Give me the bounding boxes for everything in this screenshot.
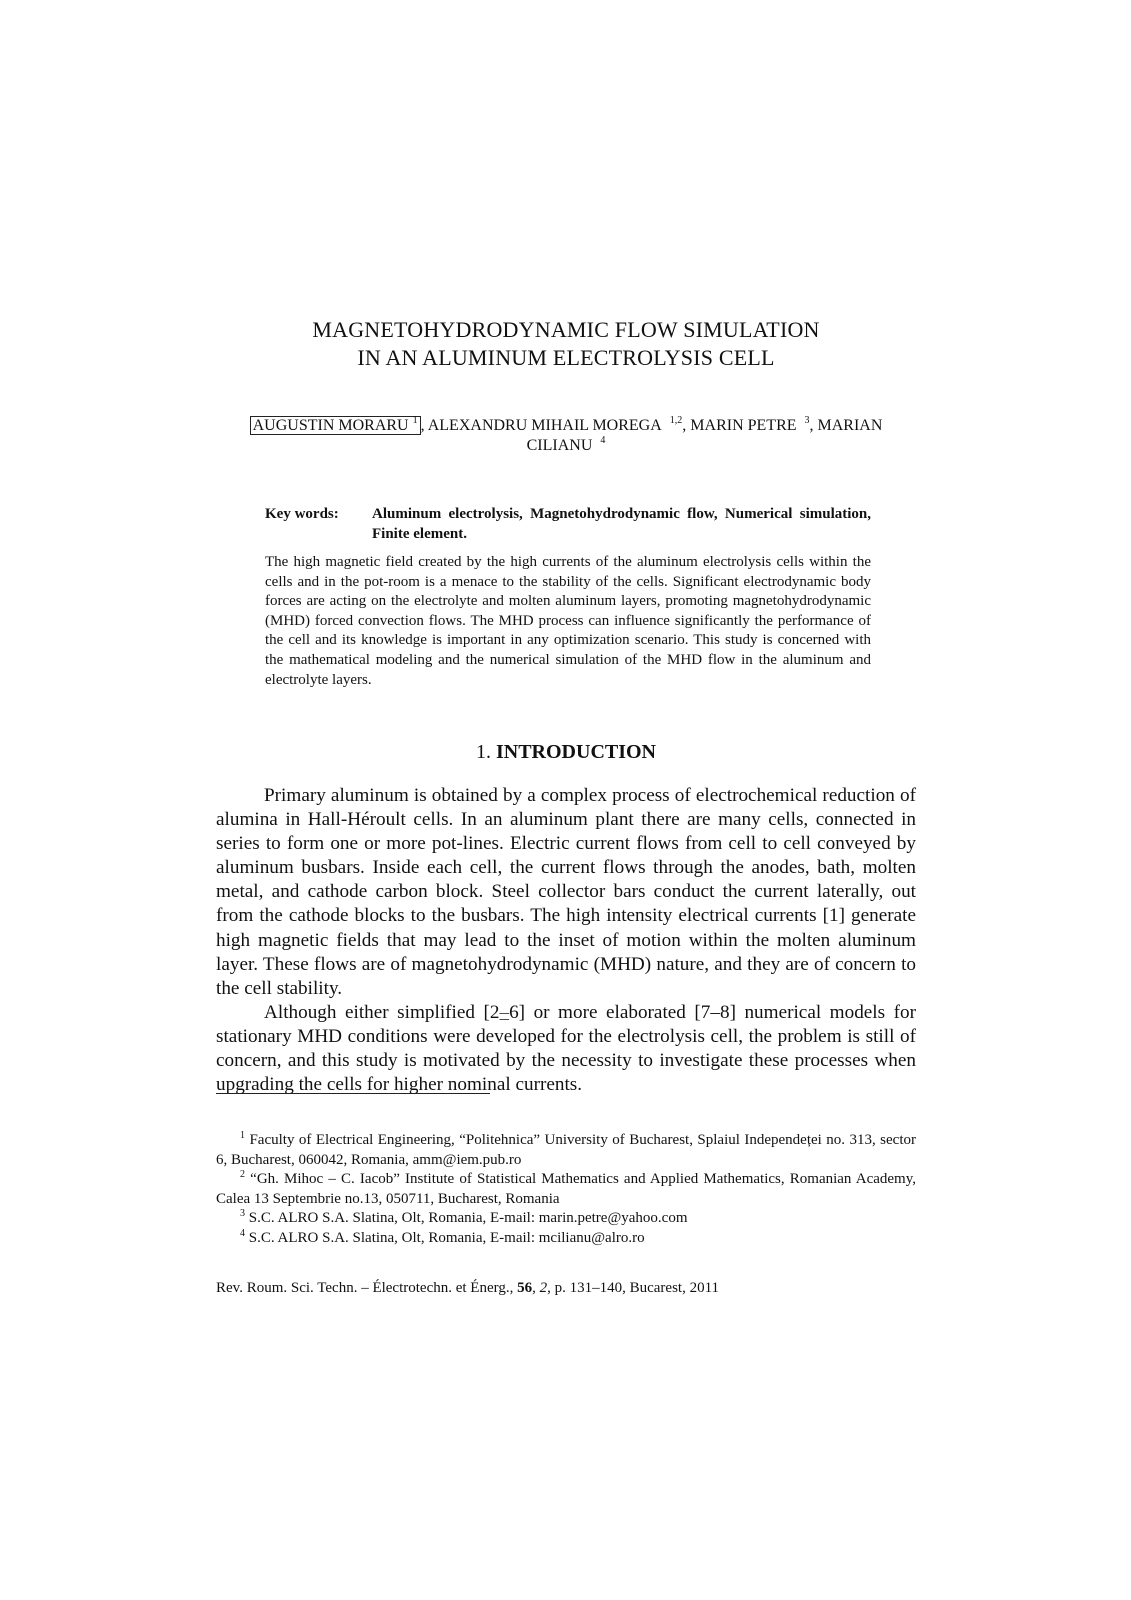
footnote-text: “Gh. Mihoc – C. Iacob” Institute of Statistical Mathematics and Applied Mathematics, Romanian Academy, Calea 13 Septembrie no.13, 050711, Bucharest, Romania (216, 1171, 917, 1207)
author-2-affil-mark: 1,2 (669, 415, 683, 426)
author-4-affil-mark: 4 (600, 435, 606, 446)
author-1-affil-mark: 1 (412, 415, 418, 426)
footnote-text: S.C. ALRO S.A. Slatina, Olt, Romania, E-mail: mcilianu@alro.ro (248, 1229, 645, 1246)
author-list (216, 416, 916, 456)
footnote-mark: 2 (240, 1169, 245, 1181)
section-title: INTRODUCTION (495, 741, 657, 763)
keywords-text: Aluminum electrolysis, Magnetohydrodynamic flow, Numerical simulation, Finite element. (372, 506, 871, 542)
footnote-mark: 1 (240, 1130, 245, 1141)
keywords-label: Key words: (265, 506, 339, 522)
paragraph-2-text-b: 6] or more elaborated [7–8] numerical models for stationary MHD conditions were developed for the electrolysis cell, the problem is still of concern, and this study is motivated by the necessity to investigate these processes when upgrading the cells for higher nominal currents. (216, 1001, 916, 1096)
body-paragraph-1: Primary aluminum is obtained by a complex process of electrochemical reduction of alumina in Hall-Héroult cells. In an aluminum plant there are many cells, connected in series to form one or more pot-lines. Electric current flows from cell to cell conveyed by aluminum busbars. Inside each cell, the current flows through the anodes, bath, molten metal, and cathode carbon block. Steel collector bars conduct the current laterally, out from the cathode blocks to the busbars. The high intensity electrical currents [1] generate high magnetic fields that may lead to the inset of motion within the molten aluminum layer. These flows are of magnetohydrodynamic (MHD) nature, and they are of concern to the cell stability. (216, 785, 916, 999)
journal-sep: , (532, 1280, 540, 1296)
abstract: The high magnetic field created by the high currents of the aluminum electrolysis cells within the cells and in the pot-room is a menace to the stability of the cells. Significant electrodynamic body forces are acting on the electrolyte and molten aluminum layers, promoting magnetohydrodynamic (MHD) forced convection flows. The MHD process can influence significantly the performance of the cell and its knowledge is important in any optimization scenario. This study is concerned with the mathematical modeling and the numerical simulation of the MHD flow in the aluminum and electrolyte layers. (265, 554, 871, 688)
journal-pages-year: , p. 131–140, Bucarest, 2011 (547, 1280, 720, 1296)
journal-name: Rev. Roum. Sci. Techn. – Électrotechn. et Énerg., (216, 1280, 518, 1296)
author-1-name: AUGUSTIN MORARU (252, 417, 409, 434)
footnote-mark: 4 (240, 1227, 245, 1239)
footnote-text: Faculty of Electrical Engineering, “Politehnica” University of Bucharest, Splaiul Independeței no. 313, sector 6, Bucharest, 060042, Romania, amm@iem.pub.ro (216, 1132, 916, 1168)
journal-issue: 2 (539, 1280, 548, 1296)
author-2-name: , ALEXANDRU MIHAIL MOREGA (420, 417, 662, 434)
section-number: 1. (475, 741, 491, 763)
journal-citation (216, 1278, 916, 1298)
footnote (216, 1229, 916, 1249)
keywords-block (265, 504, 871, 544)
paper-title (216, 316, 916, 372)
author-4-name: , MARIAN CILIANU (526, 417, 883, 454)
footnotes (216, 1131, 916, 1249)
section-heading (216, 740, 916, 764)
body-paragraph-2 (216, 1001, 916, 1097)
citation-range-link[interactable]: – (499, 1001, 510, 1023)
footnote-text: S.C. ALRO S.A. Slatina, Olt, Romania, E-mail: marin.petre@yahoo.com (248, 1210, 688, 1227)
footnote (216, 1209, 916, 1229)
footnote (216, 1170, 916, 1209)
author-3-affil-mark: 3 (804, 415, 810, 426)
paragraph-2-text-a: Although either simplified [2 (264, 1001, 500, 1023)
title-line-1: MAGNETOHYDRODYNAMIC FLOW SIMULATION (312, 317, 820, 342)
title-line-2: IN AN ALUMINUM ELECTROLYSIS CELL (357, 345, 775, 370)
author-1-highlight (250, 416, 421, 435)
journal-volume: 56 (517, 1280, 533, 1296)
footnote-mark: 3 (240, 1208, 245, 1220)
footnote (216, 1131, 916, 1170)
author-3-name: , MARIN PETRE (682, 417, 797, 434)
body-text (216, 784, 916, 1097)
footnote-separator (216, 1093, 490, 1094)
